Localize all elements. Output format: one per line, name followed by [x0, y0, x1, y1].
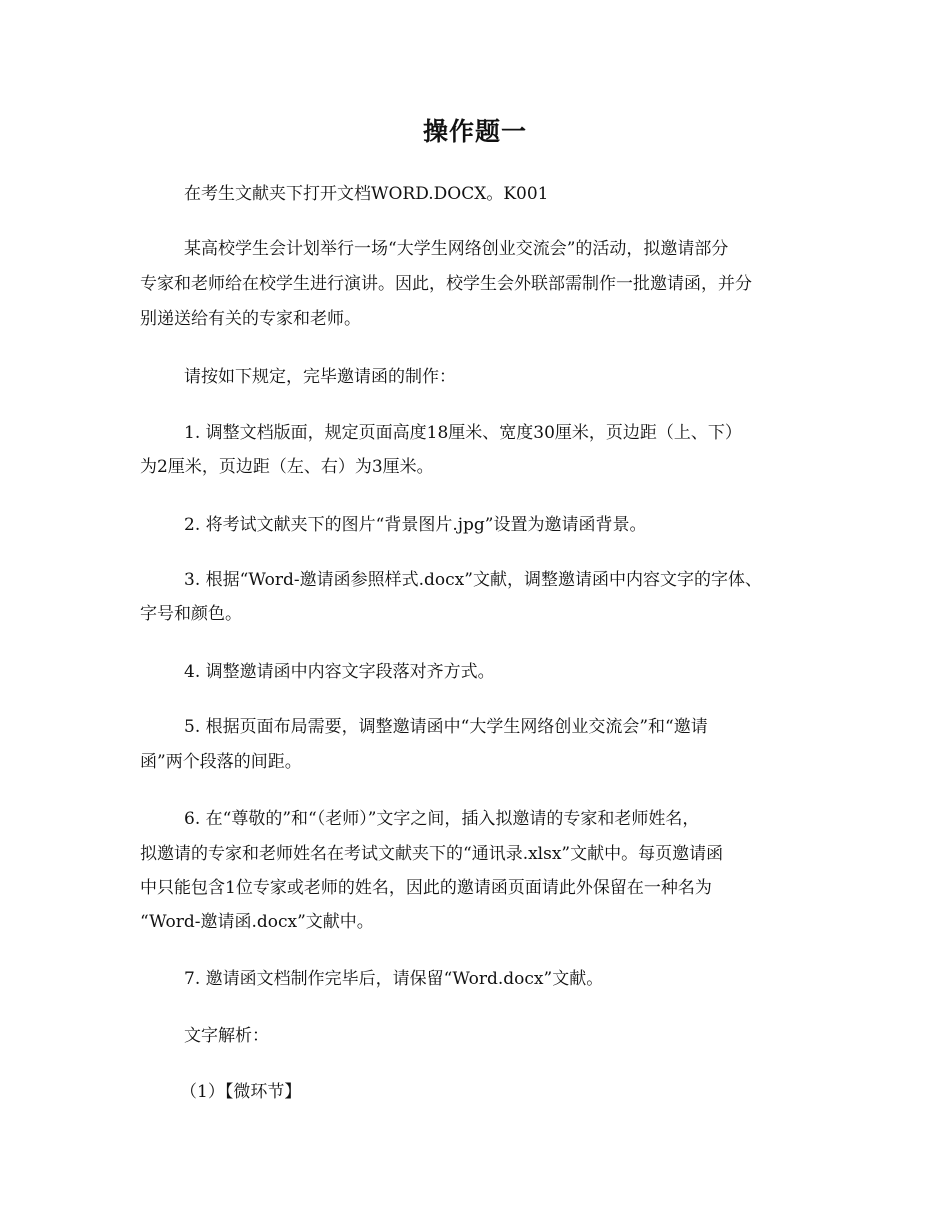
text-line-item-1b: 为2厘米，页边距（左、右）为3厘米。	[140, 457, 434, 477]
document-title: 操作题一	[422, 117, 527, 146]
text-line-requirements: 请按如下规定，完毕邀请函的制作：	[184, 367, 456, 387]
text-line-item-2: 2. 将考试文献夹下的图片“背景图片.jpg”设置为邀请函背景。	[184, 515, 647, 535]
text-line-item-5b: 函”两个段落的间距。	[140, 752, 302, 772]
text-line-item-7: 7. 邀请函文档制作完毕后，请保留“Word.docx”文献。	[184, 969, 604, 989]
text-line-item-1a: 1. 调整文档版面，规定页面高度18厘米、宽度30厘米，页边距（上、下）	[184, 423, 742, 443]
text-line-item-6c: 中只能包含1位专家或老师的姓名，因此的邀请函页面请此外保留在一种名为	[140, 878, 712, 898]
text-line-item-6d: “Word-邀请函.docx”文献中。	[140, 912, 374, 932]
text-line-step-1: （1）【微环节】	[180, 1082, 302, 1102]
text-line-item-4: 4. 调整邀请函中内容文字段落对齐方式。	[184, 662, 495, 682]
text-line-analysis-heading: 文字解析：	[184, 1026, 269, 1046]
text-line-item-3a: 3. 根据“Word-邀请函参照样式.docx”文献，调整邀请函中内容文字的字体、	[184, 570, 762, 590]
text-line-intro-1: 某高校学生会计划举行一场“大学生网络创业交流会”的活动，拟邀请部分	[184, 239, 729, 259]
text-line-item-6b: 拟邀请的专家和老师姓名在考试文献夹下的“通讯录.xlsx”文献中。每页邀请函	[140, 844, 724, 864]
text-line-item-6a: 6. 在“尊敬的”和“（老师）”文字之间，插入拟邀请的专家和老师姓名，	[184, 809, 700, 829]
text-line-intro-2: 专家和老师给在校学生进行演讲。因此，校学生会外联部需制作一批邀请函，并分	[140, 274, 752, 294]
text-line-open-document: 在考生文献夹下打开文档WORD.DOCX。K001	[184, 184, 549, 204]
text-line-item-3b: 字号和颜色。	[140, 604, 242, 624]
text-line-item-5a: 5. 根据页面布局需要，调整邀请函中“大学生网络创业交流会”和“邀请	[184, 717, 708, 737]
text-line-intro-3: 别递送给有关的专家和老师。	[140, 309, 361, 329]
